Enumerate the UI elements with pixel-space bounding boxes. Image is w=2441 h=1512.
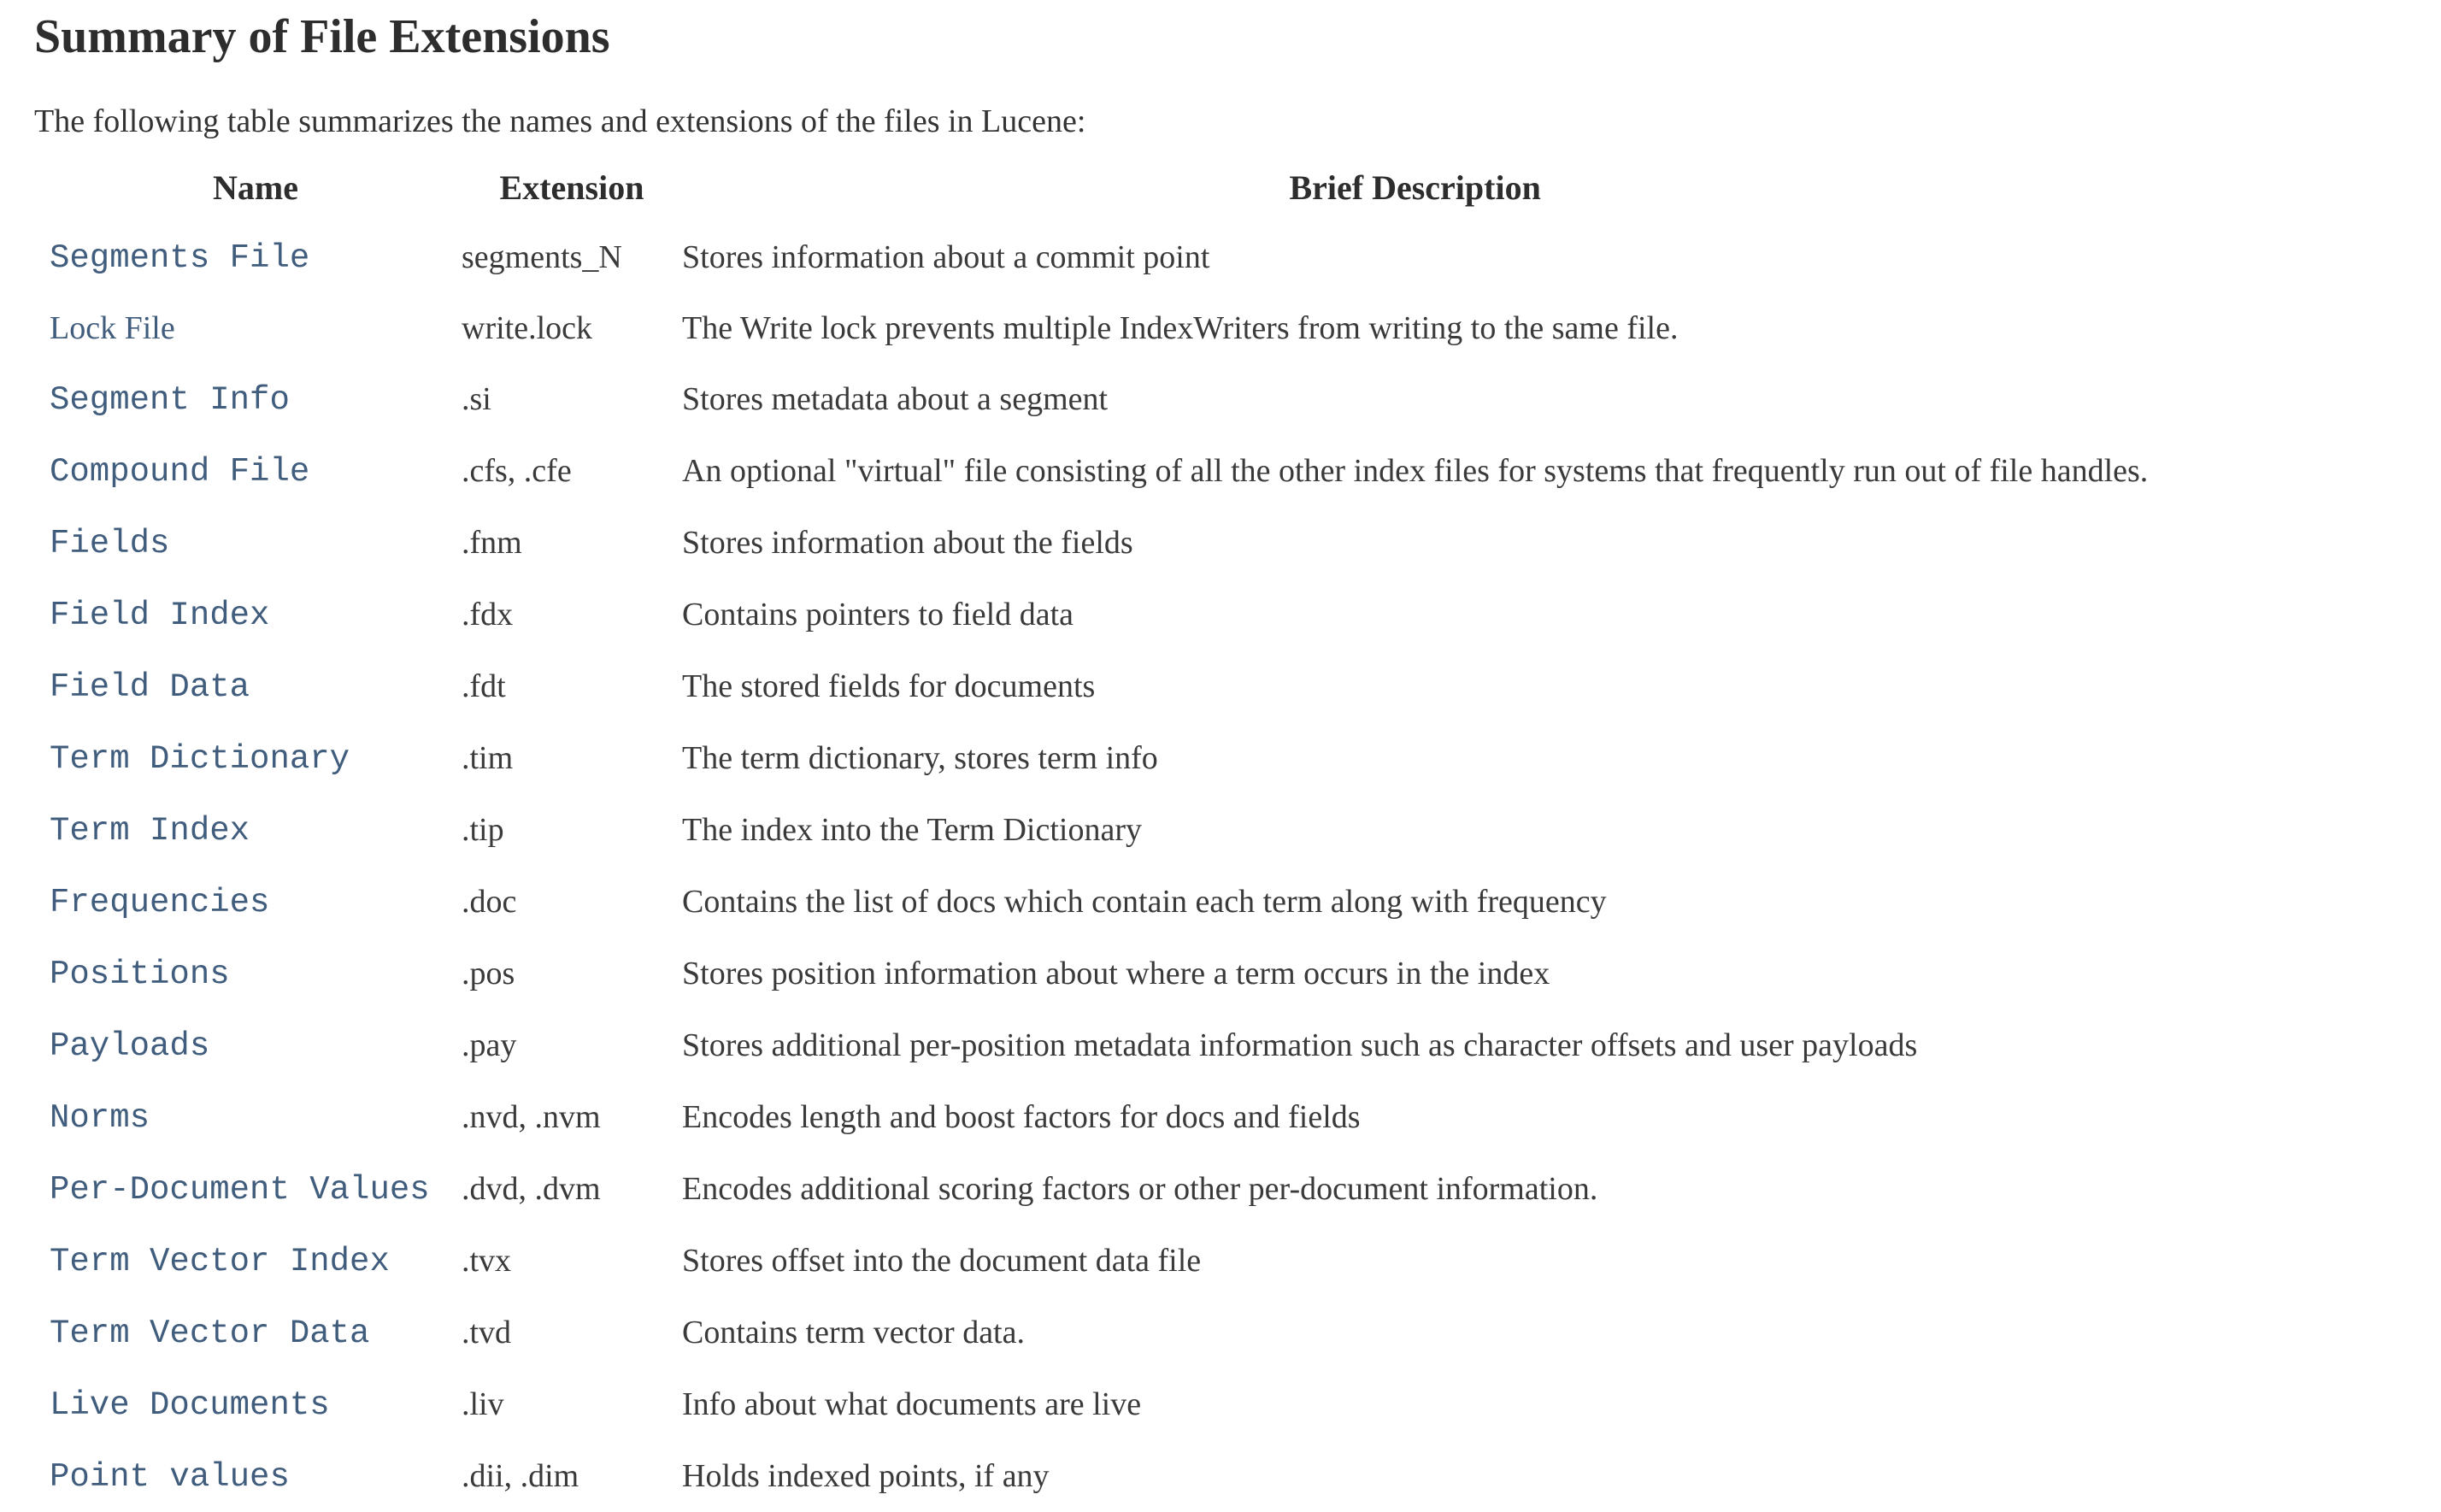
name-link-point-values[interactable]: Point values [50, 1458, 290, 1496]
table-row [50, 650, 2148, 722]
extension-cell: segments_N [462, 239, 622, 275]
name-cell [50, 221, 462, 293]
description-cell: The stored fields for documents [682, 668, 1096, 704]
extension-cell: .fdt [462, 668, 506, 704]
description-cell: Contains pointers to field data [682, 597, 1074, 632]
extension-cell: .fdx [462, 597, 514, 632]
doc-content [0, 7, 2441, 1512]
extension-cell: .tvd [462, 1315, 512, 1350]
description-cell: Stores position information about where a term occurs in the index [682, 956, 1550, 991]
name-cell [50, 1297, 462, 1368]
description-cell: An optional "virtual" file consisting of all the other index files for systems that frequently run out of file handles. [682, 453, 2149, 489]
extension-cell: write.lock [462, 310, 593, 346]
description-cell: The term dictionary, stores term info [682, 740, 1158, 776]
extension-cell: .nvd, .nvm [462, 1099, 601, 1135]
description-cell: Info about what documents are live [682, 1386, 1142, 1422]
name-cell [50, 794, 462, 866]
name-cell [50, 435, 462, 507]
table-row [50, 221, 2148, 293]
file-extensions-table [50, 168, 2148, 1512]
name-link-term-vector-index[interactable]: Term Vector Index [50, 1243, 390, 1280]
name-link-segment-info[interactable]: Segment Info [50, 381, 290, 419]
name-cell [50, 1225, 462, 1297]
description-cell: Contains the list of docs which contain each term along with frequency [682, 884, 1607, 920]
name-link-fields[interactable]: Fields [50, 525, 170, 562]
description-cell: Stores metadata about a segment [682, 381, 1109, 417]
table-row [50, 866, 2148, 938]
name-cell [50, 722, 462, 794]
name-cell [50, 363, 462, 435]
name-link-lock-file[interactable]: Lock File [50, 310, 175, 346]
name-link-payloads[interactable]: Payloads [50, 1027, 210, 1065]
description-cell: The index into the Term Dictionary [682, 812, 1142, 848]
extension-cell: .tim [462, 740, 514, 776]
extension-cell: .tip [462, 812, 504, 848]
name-link-term-index[interactable]: Term Index [50, 812, 250, 850]
extension-cell: .liv [462, 1386, 504, 1422]
name-cell [50, 293, 462, 363]
name-link-positions[interactable]: Positions [50, 956, 230, 993]
table-row [50, 1225, 2148, 1297]
name-link-per-document-values[interactable]: Per-Document Values [50, 1171, 430, 1209]
extension-cell: .tvx [462, 1243, 512, 1279]
name-cell [50, 1153, 462, 1225]
name-link-field-index[interactable]: Field Index [50, 597, 270, 634]
name-cell [50, 938, 462, 1009]
column-header-description: Brief Description [1289, 168, 1541, 207]
table-row [50, 794, 2148, 866]
extension-cell: .doc [462, 884, 517, 920]
name-cell [50, 507, 462, 579]
description-cell: The Write lock prevents multiple IndexWriters from writing to the same file. [682, 310, 1679, 346]
table-row [50, 722, 2148, 794]
description-cell: Stores additional per-position metadata information such as character offsets and user payloads [682, 1027, 1918, 1063]
name-cell [50, 1368, 462, 1440]
description-cell: Stores information about a commit point [682, 239, 1210, 275]
name-link-term-dictionary[interactable]: Term Dictionary [50, 740, 350, 778]
description-cell: Stores offset into the document data file [682, 1243, 1202, 1279]
description-cell: Encodes additional scoring factors or other per-document information. [682, 1171, 1598, 1207]
name-link-term-vector-data[interactable]: Term Vector Data [50, 1315, 370, 1352]
extension-cell: .cfs, .cfe [462, 453, 572, 489]
table-row [50, 579, 2148, 650]
name-cell [50, 1081, 462, 1153]
table-row [50, 1368, 2148, 1440]
page-title: Summary of File Extensions [34, 10, 610, 63]
table-row [50, 1440, 2148, 1512]
table-row [50, 363, 2148, 435]
table-row [50, 1297, 2148, 1368]
table-row [50, 1009, 2148, 1081]
name-cell [50, 650, 462, 722]
table-row [50, 938, 2148, 1009]
name-link-norms[interactable]: Norms [50, 1099, 150, 1137]
name-cell [50, 1440, 462, 1512]
name-link-compound-file[interactable]: Compound File [50, 453, 310, 491]
name-cell [50, 1009, 462, 1081]
table-row [50, 1153, 2148, 1225]
name-link-live-documents[interactable]: Live Documents [50, 1386, 330, 1424]
table-header-row [50, 168, 2148, 221]
table-row [50, 293, 2148, 363]
extension-cell: .pay [462, 1027, 517, 1063]
column-header-name: Name [213, 168, 298, 207]
extension-cell: .fnm [462, 525, 522, 561]
column-header-extension: Extension [499, 168, 644, 207]
intro-text: The following table summarizes the names and extensions of the files in Lucene: [34, 103, 1086, 139]
name-link-frequencies[interactable]: Frequencies [50, 884, 270, 921]
description-cell: Encodes length and boost factors for docs and fields [682, 1099, 1361, 1135]
name-link-segments-file[interactable]: Segments File [50, 239, 310, 277]
description-cell: Contains term vector data. [682, 1315, 1025, 1350]
name-link-field-data[interactable]: Field Data [50, 668, 250, 706]
extension-cell: .dvd, .dvm [462, 1171, 601, 1207]
description-cell: Stores information about the fields [682, 525, 1133, 561]
table-row [50, 435, 2148, 507]
extension-cell: .si [462, 381, 491, 417]
table-row [50, 1081, 2148, 1153]
name-cell [50, 579, 462, 650]
extension-cell: .pos [462, 956, 515, 991]
description-cell: Holds indexed points, if any [682, 1458, 1050, 1494]
table-row [50, 507, 2148, 579]
extension-cell: .dii, .dim [462, 1458, 579, 1494]
name-cell [50, 866, 462, 938]
